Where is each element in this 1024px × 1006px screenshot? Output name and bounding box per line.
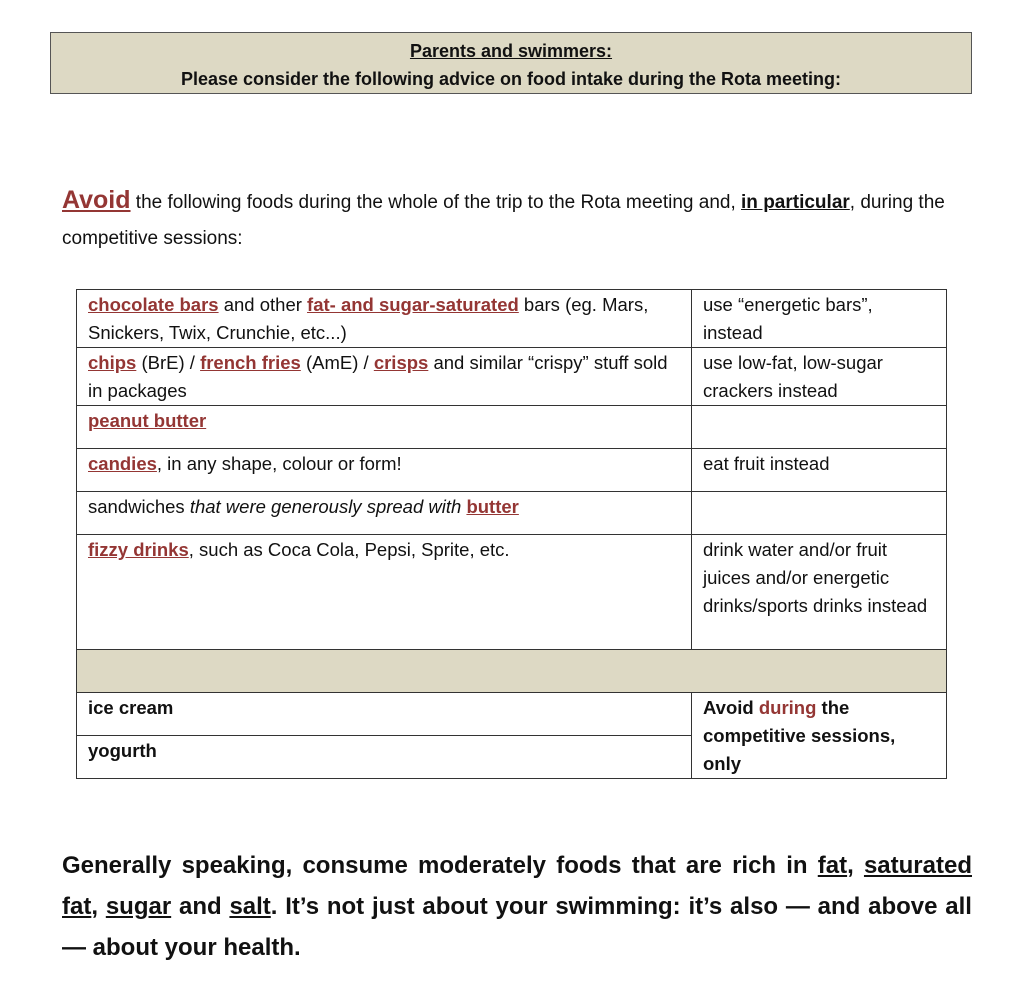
advice-cell: use “energetic bars”, instead (692, 290, 947, 348)
closing-paragraph (62, 845, 972, 968)
table-row (77, 449, 947, 492)
food-text: and other (218, 294, 308, 315)
food-text-italic: that were generously spread with (189, 496, 467, 517)
advice-highlight: during (758, 697, 817, 718)
closing-underlined: saturated fat (62, 852, 972, 920)
food-text: , in any shape, colour or form! (156, 453, 402, 474)
table-row (77, 348, 947, 406)
advice-cell (692, 492, 947, 535)
food-highlight: chocolate bars (88, 294, 219, 315)
food-highlight: crisps (373, 352, 429, 373)
food-text: sandwiches (88, 496, 190, 517)
table-row (77, 290, 947, 348)
header-subtitle: Please consider the following advice on food intake during the Rota meeting: (180, 69, 842, 89)
advice-cell: drink water and/or fruit juices and/or energetic drinks/sports drinks instead (692, 535, 947, 650)
food-highlight: fat- and sugar-saturated (307, 294, 519, 315)
intro-text-2: , during the competitive sessions: (62, 192, 945, 249)
food-highlight: candies (88, 453, 157, 474)
closing-text: Generally speaking, consume moderately foods that are rich in (62, 852, 818, 879)
advice-text: Avoid (703, 697, 759, 718)
notice-header (50, 32, 972, 94)
food-highlight: fizzy drinks (88, 539, 189, 560)
food-text: (BrE) / (136, 352, 201, 373)
separator-row (77, 650, 947, 693)
food-cell (77, 449, 692, 492)
food-text: , such as Coca Cola, Pepsi, Sprite, etc. (188, 539, 510, 560)
closing-text: . It’s not just about your swimming: it’s also — and above all — about your health. (62, 893, 972, 961)
food-highlight: french fries (200, 352, 301, 373)
advice-cell (692, 406, 947, 449)
food-cell (77, 492, 692, 535)
closing-text: and (171, 893, 230, 920)
advice-text: the competitive sessions, only (703, 697, 896, 774)
intro-paragraph (62, 182, 967, 257)
advice-cell: use low-fat, low-sugar crackers instead (692, 348, 947, 406)
food-cell: yogurth (77, 736, 692, 779)
food-highlight: butter (466, 496, 519, 517)
advice-cell (692, 693, 947, 779)
avoid-word: Avoid (62, 186, 131, 214)
table-row (77, 693, 947, 736)
closing-underlined: salt (229, 893, 271, 920)
closing-text: , (91, 893, 106, 920)
advice-cell: eat fruit instead (692, 449, 947, 492)
food-cell (77, 348, 692, 406)
food-advice-table (76, 289, 947, 779)
table-row (77, 492, 947, 535)
food-highlight: peanut butter (88, 410, 207, 431)
closing-underlined: fat (817, 852, 848, 879)
in-particular: in particular (741, 192, 850, 213)
food-cell: ice cream (77, 693, 692, 736)
food-text: bars (eg. Mars, Snickers, Twix, Crunchie, etc...) (88, 294, 649, 343)
food-cell (77, 406, 692, 449)
food-text: (AmE) / (300, 352, 374, 373)
table-row (77, 535, 947, 650)
food-highlight: chips (88, 352, 137, 373)
intro-text-1: the following foods during the whole of the trip to the Rota meeting and, (130, 192, 742, 213)
separator-cell (77, 650, 947, 693)
food-cell (77, 535, 692, 650)
closing-text: , (847, 852, 864, 879)
closing-underlined: sugar (105, 893, 172, 920)
food-text: and similar “crispy” stuff sold in packages (88, 352, 668, 401)
table-row (77, 406, 947, 449)
food-cell (77, 290, 692, 348)
header-title: Parents and swimmers: (409, 41, 613, 61)
